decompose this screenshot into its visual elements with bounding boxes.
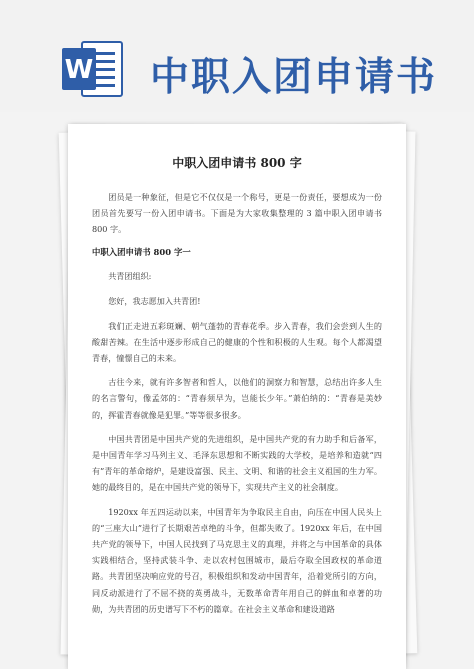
word-document-icon: [62, 40, 124, 98]
header-banner: [0, 0, 474, 112]
body-paragraph: 古往今来，就有许多智者和哲人，以他们的洞察力和智慧，总结出许多人生的名言警句，像孟郊的：“青春须早为，岂能长少年。”萧伯纳的：“青春是美妙的，挥霍青春就像是犯罪。”等等很多很多。: [92, 377, 382, 420]
section-subtitle: 中职入团申请书 800 字一: [92, 246, 191, 257]
body-paragraph: 1920xx 年五四运动以来，中国青年为争取民主自由，向压在中国人民头上的“三座大山”进行了长期艰苦卓绝的斗争，但都失败了。1920xx 年后，在中国共产党的领导下，中国人民找到了马克思主义的真理，并将之与中国革命的具体实践相结合，坚持武装斗争、走以农村包围城市，最后夺取全国政权的革命道路。共青团坚决响应党的号召，积极组织和发动中国青年，沿着党所引的方向，同反动派进行了不屈不挠的英勇战斗，无数革命青年用自己的鲜血和卓著的功勋，为共青团的历史谱写下不朽的篇章。在社会主义革命和建设道路: [92, 506, 382, 614]
banner-title: 中职入团申请书: [150, 55, 438, 100]
page-fade: [68, 645, 406, 669]
svg-text:W: W: [64, 55, 94, 85]
document-page: [68, 124, 406, 669]
intro-paragraph: 团员是一种象征，但是它不仅仅是一个称号，更是一份责任，要想成为一份团员首先要写一份入团申请书。下面是为大家收集整理的 3 篇中职入团申请书 800 字。: [92, 192, 382, 235]
greeting: 您好，我志愿加入共青团!: [108, 295, 201, 306]
body-paragraph: 中国共青团是中国共产党的先进组织，是中国共产党的有力助手和后备军，是中国青年学习马列主义、毛泽东思想和不断实践的大学校，是培养和造就“四有”青年的革命熔炉，是建设富强、民主、文明、和谐的社会主义祖国的生力军。她的最终目的，是在中国共产党的领导下，实现共产主义的社会制度。: [92, 433, 382, 493]
document-title: 中职入团申请书 800 字: [172, 156, 302, 170]
salutation: 共青团组织:: [108, 270, 152, 281]
body-paragraph: 我们正走进五彩斑斓、朝气蓬勃的青春花季。步入青春，我们会尝到人生的酸甜苦辣。在生活中逐步形成自己的健康的个性和积极的人生观。每个人都渴望青春，憧憬自己的未来。: [92, 320, 382, 364]
